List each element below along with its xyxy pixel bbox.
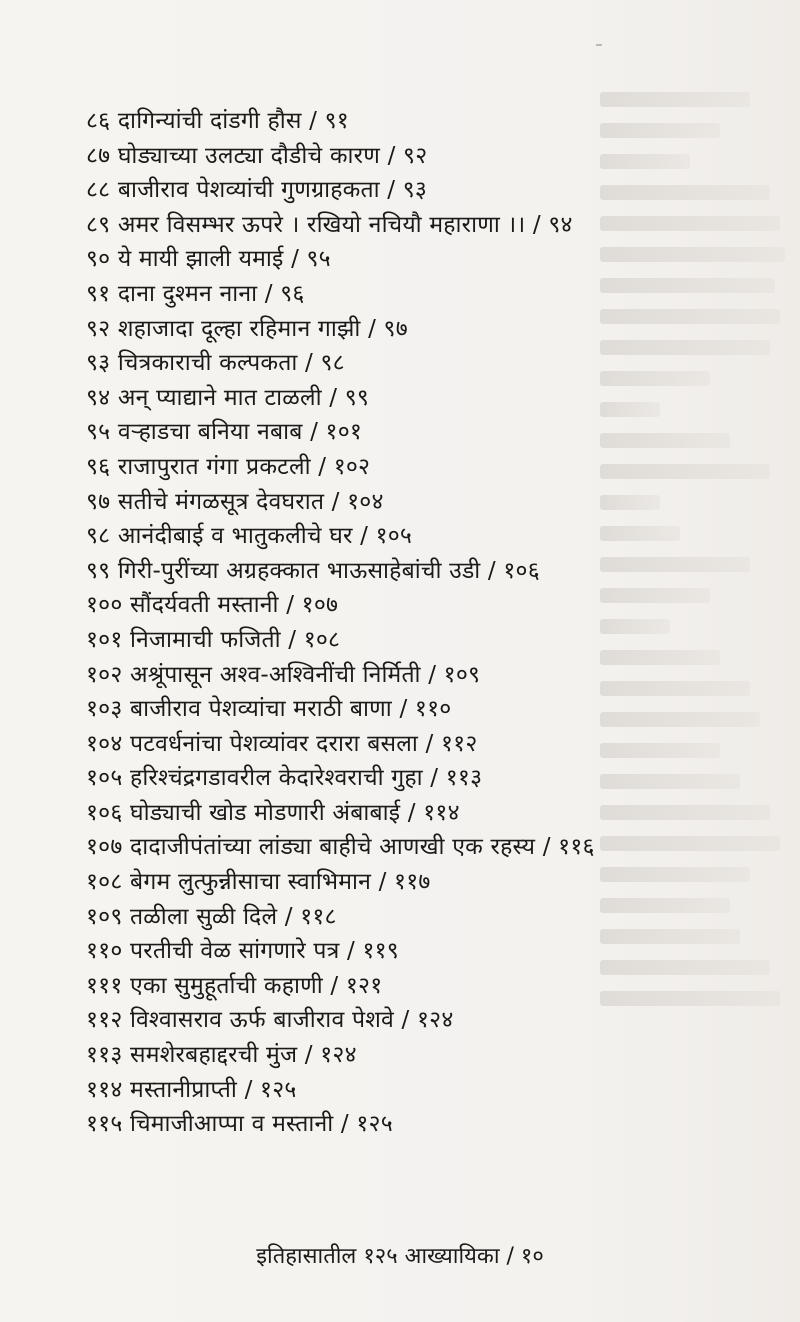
toc-entry: १०९ तळीला सुळी दिले / ११८ <box>86 903 337 930</box>
toc-entry: ९८ आनंदीबाई व भातुकलीचे घर / १०५ <box>86 523 413 550</box>
toc-entry: ९० ये मायी झाली यमाई / ९५ <box>86 246 331 273</box>
toc-entry: ८६ दागिन्यांची दांडगी हौस / ९१ <box>86 108 349 134</box>
toc-entry: १११ एका सुमुहूर्ताची कहाणी / १२१ <box>86 972 383 999</box>
toc-entry: ८७ घोड्याच्या उलट्या दौडीचे कारण / ९२ <box>86 142 428 169</box>
toc-entry: ९२ शहाजादा दूल्हा रहिमान गाझी / ९७ <box>86 315 408 342</box>
toc-entry: १०० सौंदर्यवती मस्तानी / १०७ <box>86 592 339 619</box>
toc-entry: १०२ अश्रूंपासून अश्व-अश्विनींची निर्मिती / १०९ <box>86 661 481 688</box>
toc-entry: १०७ दादाजीपंतांच्या लांड्या बाहीचे आणखी एक रहस्य / ११६ <box>86 834 595 861</box>
toc-entry: ८८ बाजीराव पेशव्यांची गुणग्राहकता / ९३ <box>86 177 428 204</box>
table-of-contents <box>86 104 646 1142</box>
toc-entry: ९३ चित्रकाराची कल्पकता / ९८ <box>86 350 345 377</box>
toc-entry: ११३ समशेरबहाद्दरची मुंज / १२४ <box>86 1042 357 1069</box>
toc-entry: ९४ अन् प्याद्याने मात टाळली / ९९ <box>86 384 370 411</box>
toc-entry: १०३ बाजीराव पेशव्यांचा मराठी बाणा / ११० <box>86 696 452 723</box>
print-mark <box>596 44 602 46</box>
toc-entry: ९९ गिरी-पुरींच्या अग्रहक्कात भाऊसाहेबांची उडी / १०६ <box>86 557 540 584</box>
toc-entry: १०६ घोड्याची खोड मोडणारी अंबाबाई / ११४ <box>86 799 460 826</box>
toc-entry: ११४ मस्तानीप्राप्ती / १२५ <box>86 1076 297 1103</box>
toc-entry: १०४ पटवर्धनांचा पेशव्यांवर दरारा बसला / ११२ <box>86 730 478 757</box>
toc-entry: १०१ निजामाची फजिती / १०८ <box>86 626 341 653</box>
toc-entry: ११० परतीची वेळ सांगणारे पत्र / ११९ <box>86 938 399 965</box>
toc-entry: ११२ विश्वासराव ऊर्फ बाजीराव पेशवे / १२४ <box>86 1007 454 1034</box>
toc-entry: ९६ राजापुरात गंगा प्रकटली / १०२ <box>86 453 371 480</box>
toc-entry: ९७ सतीचे मंगळसूत्र देवघरात / १०४ <box>86 488 384 515</box>
toc-entry: ११५ चिमाजीआप्पा व मस्तानी / १२५ <box>86 1111 393 1138</box>
toc-entry: ८९ अमर विसम्भर ऊपरे । रखियो नचियौ महाराणा ।। / ९४ <box>86 211 573 238</box>
page-footer: इतिहासातील १२५ आख्यायिका / १० <box>256 1244 544 1269</box>
toc-entry: ९५ वऱ्हाडचा बनिया नबाब / १०१ <box>86 419 363 446</box>
toc-entry: ९१ दाना दुश्मन नाना / ९६ <box>86 280 305 307</box>
toc-entry: १०५ हरिश्चंद्रगडावरील केदारेश्वराची गुहा / ११३ <box>86 765 483 792</box>
toc-entry: १०८ बेगम लुत्फुन्नीसाचा स्वाभिमान / ११७ <box>86 869 431 896</box>
